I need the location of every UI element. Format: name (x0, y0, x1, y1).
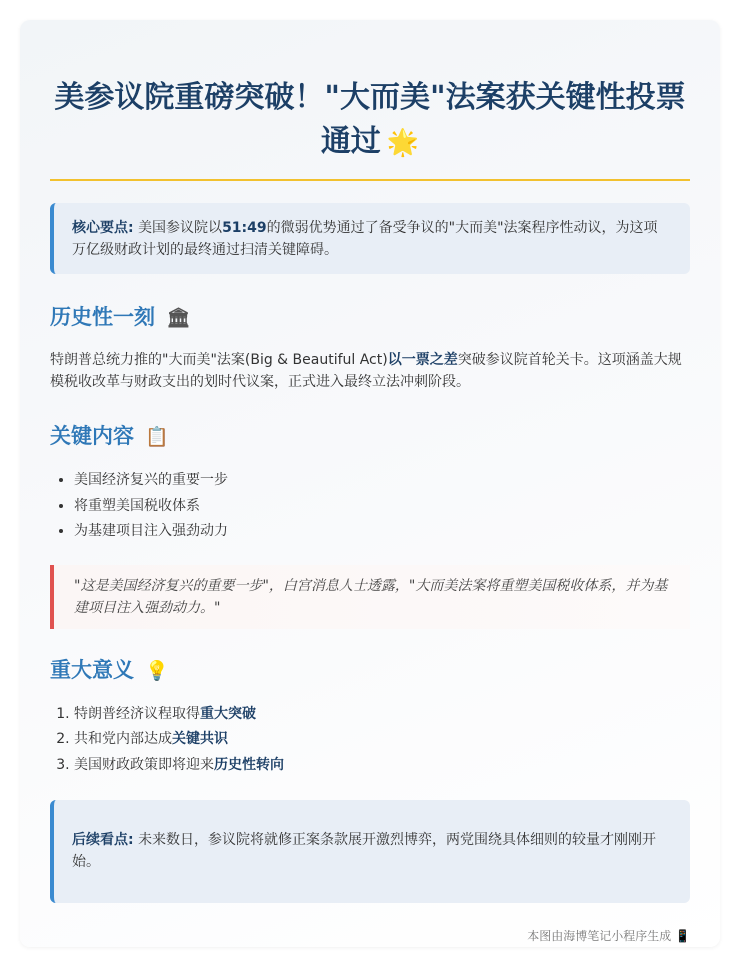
list-item (74, 702, 690, 728)
list-item: • 将重塑美国税收体系 (74, 494, 690, 520)
title-divider (50, 179, 690, 181)
key-point-post: 的微弱优势通过了备受争议的"大而美"法案程序性动议，为这项万亿级财政计划的最终通过扫清关键障碍。 (72, 220, 658, 258)
follow-up-box (50, 800, 690, 903)
follow-up-label: 后续看点: (72, 832, 134, 848)
item-text: 美国财政政策即将迎来 (74, 756, 214, 773)
significance-list (50, 702, 690, 779)
item-text: 特朗普经济议程取得 (74, 705, 200, 722)
history-bold: 以一票之差 (387, 352, 458, 368)
vote-count: 51:49 (222, 220, 267, 236)
title-text: 美参议院重磅突破！"大而美"法案获关键性投票通过 (54, 80, 686, 159)
key-point-label: 核心要点: (72, 220, 134, 236)
article-card (20, 20, 720, 947)
key-point-pre: 美国参议院以 (138, 220, 223, 236)
list-item: • 美国经济复兴的重要一步 (74, 468, 690, 494)
item-bold: 关键共识 (172, 731, 228, 747)
history-heading (50, 302, 690, 333)
significance-heading (50, 655, 690, 686)
page-title (50, 76, 690, 165)
star-icon: 🌟 (386, 128, 420, 158)
history-post: 突破参议院首轮关卡。这项涵盖大规模税收改革与财政支出的划时代议案，正式进入最终立法冲刺阶段。 (50, 352, 682, 390)
key-content-list (50, 468, 690, 545)
list-item (74, 727, 690, 753)
list-item: • 为基建项目注入强劲动力 (74, 519, 690, 545)
item-text: 共和党内部达成 (74, 731, 172, 747)
key-point-box (50, 203, 690, 274)
white-house-quote: "这是美国经济复兴的重要一步"，白宫消息人士透露，"大而美法案将重塑美国税收体系，并为基建项目注入强劲动力。" (50, 565, 690, 629)
key-content-heading (50, 421, 690, 452)
footer (50, 927, 690, 944)
history-paragraph (50, 349, 690, 393)
item-bold: 历史性转向 (214, 756, 284, 773)
list-item (74, 753, 690, 779)
history-pre: 特朗普总统力推的"大而美"法案(Big & Beautiful Act) (50, 352, 388, 368)
light-bulb-icon: 💡 (145, 659, 169, 682)
significance-heading-text: 重大意义 (50, 657, 134, 682)
clipboard-icon: 📋 (145, 426, 169, 448)
footer-text: 本图由海博笔记小程序生成 (527, 929, 672, 943)
key-content-heading-text: 关键内容 (50, 424, 134, 448)
follow-up-text: 未来数日，参议院将就修正案条款展开激烈博弈，两党围绕具体细则的较量才刚刚开始。 (72, 832, 657, 870)
classical-building-icon: 🏛 (166, 307, 191, 329)
item-bold: 重大突破 (200, 705, 256, 722)
history-heading-text: 历史性一刻 (50, 305, 155, 329)
mobile-phone-icon: 📱 (675, 929, 690, 943)
